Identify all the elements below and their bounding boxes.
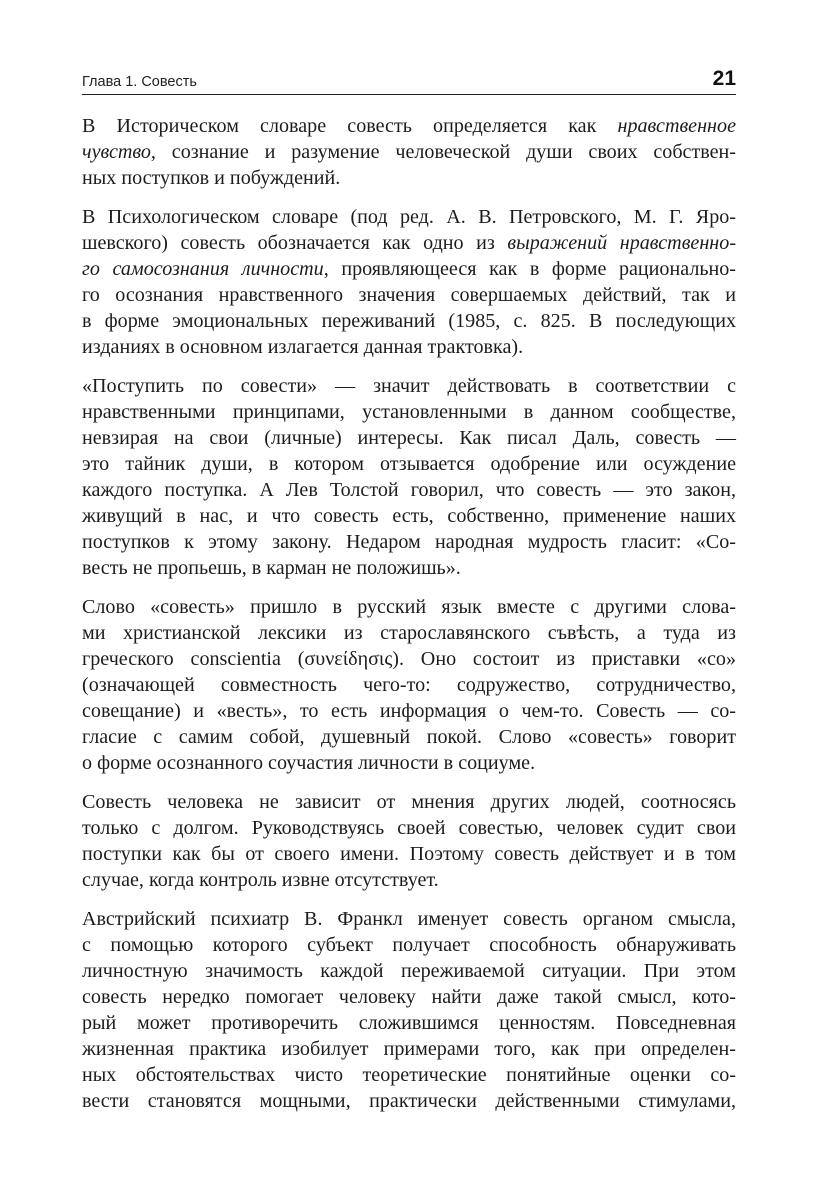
text-run: нравственными принципами, установленными в данном сообществе, bbox=[82, 401, 736, 423]
text-line bbox=[82, 230, 736, 256]
text-run: (означающей совместность чего-то: содружество, сотрудничество, bbox=[82, 674, 736, 696]
text-line bbox=[82, 646, 736, 672]
text-run: совещание) и «весть», то есть информация о чем-то. Совесть — со- bbox=[82, 700, 736, 722]
text-line bbox=[82, 451, 736, 477]
text-line bbox=[82, 789, 736, 815]
text-line bbox=[82, 282, 736, 308]
text-run: изданиях в основном излагается данная трактовка). bbox=[82, 336, 524, 358]
text-line bbox=[82, 1062, 736, 1088]
text-line bbox=[82, 373, 736, 399]
text-run: только с долгом. Руководствуясь своей совестью, человек судит свои bbox=[82, 817, 736, 839]
text-line bbox=[82, 399, 736, 425]
text-run: ных поступков и побуждений. bbox=[82, 167, 341, 189]
italic-run: чувство bbox=[82, 141, 151, 163]
text-line bbox=[82, 841, 736, 867]
text-run: Совесть человека не зависит от мнения других людей, соотносясь bbox=[82, 791, 736, 813]
italic-run: го самосознания личности bbox=[82, 258, 324, 280]
paragraph bbox=[82, 789, 736, 893]
text-line bbox=[82, 594, 736, 620]
text-line bbox=[82, 958, 736, 984]
text-run: это тайник души, в котором отзывается одобрение или осуждение bbox=[82, 453, 736, 475]
running-head: Глава 1. Совесть bbox=[82, 74, 197, 90]
text-line bbox=[82, 139, 736, 165]
text-line bbox=[82, 724, 736, 750]
paragraph bbox=[82, 594, 736, 776]
text-run: греческого conscientia (συνείδησις). Оно состоит из приставки «со» bbox=[82, 648, 736, 670]
text-line bbox=[82, 984, 736, 1010]
page-number: 21 bbox=[712, 67, 736, 90]
text-run: , проявляющееся как в форме рационально- bbox=[323, 258, 737, 280]
text-run: жизненная практика изобилует примерами того, как при определен- bbox=[82, 1038, 736, 1060]
text-run: «Поступить по совести» — значит действовать в соответствии с bbox=[82, 375, 736, 397]
text-run: го осознания нравственного значения совершаемых действий, так и bbox=[82, 284, 736, 306]
text-line bbox=[82, 1010, 736, 1036]
text-run: поступки как бы от своего имени. Поэтому совесть действует и в том bbox=[82, 843, 736, 865]
text-run: Австрийский психиатр В. Франкл именует совесть органом смысла, bbox=[82, 908, 736, 930]
text-line bbox=[82, 204, 736, 230]
text-line bbox=[82, 503, 736, 529]
paragraph bbox=[82, 906, 736, 1114]
text-run: с помощью которого субъект получает способность обнаруживать bbox=[82, 934, 736, 956]
text-line bbox=[82, 529, 736, 555]
text-line bbox=[82, 165, 736, 191]
text-line bbox=[82, 672, 736, 698]
text-line bbox=[82, 256, 736, 282]
text-line bbox=[82, 750, 736, 776]
text-line bbox=[82, 555, 736, 581]
text-line bbox=[82, 113, 736, 139]
text-run: шевского) совесть обозначается как одно из bbox=[82, 232, 508, 254]
text-line bbox=[82, 867, 736, 893]
text-line bbox=[82, 308, 736, 334]
text-run: в форме эмоциональных переживаний (1985, с. 825. В последующих bbox=[82, 310, 736, 332]
text-line bbox=[82, 932, 736, 958]
text-run: каждого поступка. А Лев Толстой говорил, что совесть — это закон, bbox=[82, 479, 736, 501]
text-line bbox=[82, 815, 736, 841]
text-run: рый может противоречить сложившимся ценностям. Повседневная bbox=[82, 1012, 736, 1034]
text-line bbox=[82, 1036, 736, 1062]
text-run: о форме осознанного соучастия личности в социуме. bbox=[82, 752, 536, 774]
italic-run: выражений нравственно- bbox=[507, 232, 737, 254]
text-run: весть не пропьешь, в карман не положишь». bbox=[82, 557, 461, 579]
page-header bbox=[82, 62, 736, 95]
text-line bbox=[82, 906, 736, 932]
text-run: ных обстоятельствах чисто теоретические понятийные оценки со- bbox=[82, 1064, 736, 1086]
text-run: совесть нередко помогает человеку найти даже такой смысл, кото- bbox=[82, 986, 736, 1008]
text-run: личностную значимость каждой переживаемой ситуации. При этом bbox=[82, 960, 736, 982]
text-run: поступков к этому закону. Недаром народная мудрость гласит: «Со- bbox=[82, 531, 736, 553]
text-line bbox=[82, 334, 736, 360]
text-run: В Психологическом словаре (под ред. А. В. Петровского, М. Г. Яро- bbox=[82, 206, 736, 228]
text-run: гласие с самим собой, душевный покой. Слово «совесть» говорит bbox=[82, 726, 736, 748]
body-text bbox=[82, 113, 736, 1127]
text-run: Слово «совесть» пришло в русский язык вместе с другими слова- bbox=[82, 596, 736, 618]
text-line bbox=[82, 1088, 736, 1114]
text-run: В Историческом словаре совесть определяется как bbox=[82, 115, 618, 137]
text-line bbox=[82, 620, 736, 646]
text-line bbox=[82, 425, 736, 451]
text-run: вести становятся мощными, практически действенными стимулами, bbox=[82, 1090, 736, 1112]
text-line bbox=[82, 477, 736, 503]
text-line bbox=[82, 698, 736, 724]
italic-run: нравственное bbox=[617, 115, 736, 137]
text-run: ми христианской лексики из старославянского съвѣсть, а туда из bbox=[82, 622, 736, 644]
paragraph bbox=[82, 204, 736, 360]
text-run: , сознание и разумение человеческой души своих собствен- bbox=[150, 141, 736, 163]
text-run: невзирая на свои (личные) интересы. Как писал Даль, совесть — bbox=[82, 427, 736, 449]
text-run: живущий в нас, и что совесть есть, собственно, применение наших bbox=[82, 505, 736, 527]
paragraph bbox=[82, 373, 736, 581]
text-run: случае, когда контроль извне отсутствует. bbox=[82, 869, 439, 891]
paragraph bbox=[82, 113, 736, 191]
